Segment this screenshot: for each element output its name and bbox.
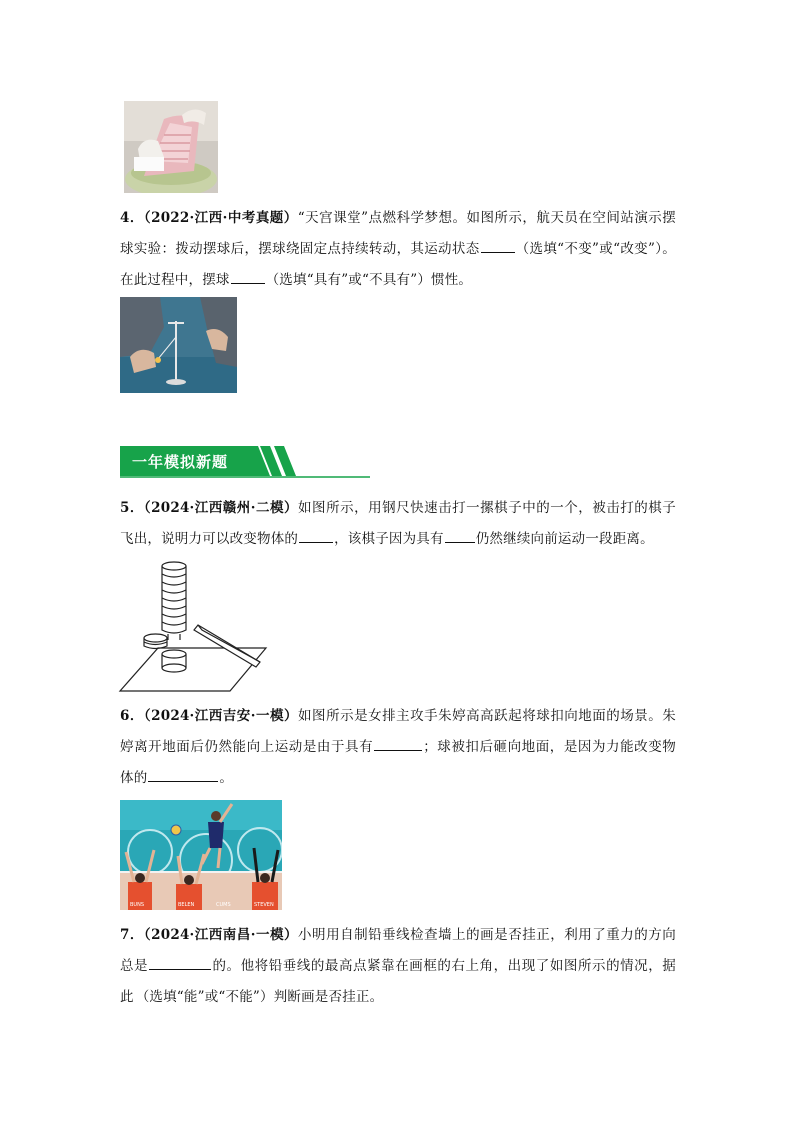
jersey-label: STEVEN bbox=[254, 902, 274, 908]
question-text: 仍然继续向前运动一段距离。 bbox=[475, 531, 654, 547]
question-number: 5 bbox=[120, 500, 130, 516]
jersey-label: BUNS bbox=[130, 902, 145, 908]
question-text: ，该棋子因为具有 bbox=[334, 531, 444, 547]
question-text: （选填“能”或“不能”）判断画是否挂正。 bbox=[135, 989, 384, 1005]
washboard-photo bbox=[124, 101, 218, 193]
volleyball-photo bbox=[120, 800, 282, 910]
question-source: （2024·江西赣州·二模） bbox=[143, 500, 299, 516]
question-number: 6 bbox=[120, 708, 130, 724]
question-source: （2024·江西南昌·一模） bbox=[143, 927, 299, 943]
question-text: 小明用自制铅垂线检查墙上的画是否挂正，利用了重力的方向总是 bbox=[120, 927, 676, 974]
question-text: 的。他将铅垂线的最高点紧靠在画框的右上角，出现了如图所示的情况，据此 bbox=[120, 958, 676, 1005]
section-banner-title: 一年模拟新题 bbox=[132, 453, 229, 471]
question-text: （选填“具有”或“不具有”）惯性。 bbox=[265, 272, 473, 288]
question-source: （2024·江西吉安·一模） bbox=[143, 708, 299, 724]
question-text: （选填“不变”或“改变”）。在此过程中，摆球 bbox=[120, 241, 677, 288]
answer-blank[interactable] bbox=[299, 528, 333, 543]
question-number: 4 bbox=[120, 210, 130, 226]
question-text: 。 bbox=[219, 770, 234, 786]
question-text: ；球被扣后砸向地面，是因为力能改变物体的 bbox=[120, 739, 676, 786]
answer-blank[interactable] bbox=[148, 767, 218, 782]
question-source: （2022·江西·中考真题） bbox=[143, 210, 298, 226]
chess-stack-diagram bbox=[118, 558, 268, 694]
pendulum-photo bbox=[120, 297, 237, 393]
answer-blank[interactable] bbox=[481, 238, 515, 253]
jersey-label: CUMS bbox=[216, 902, 231, 908]
answer-blank[interactable] bbox=[445, 528, 475, 543]
question-4: 4．（2022·江西·中考真题）“天宫课堂”点燃科学梦想。如图所示，航天员在空间站演示摆球实验：拨动摆球后，摆球绕固定点持续转动，其运动状态 （选填“不变”或“改变”）。在此过程中，摆球 （选填“具有”或“不具有”）惯性。 bbox=[120, 210, 677, 288]
question-6: 6．（2024·江西吉安·一模）如图所示是女排主攻手朱婷高高跃起将球扣向地面的场景。朱婷离开地面后仍然能向上运动是由于具有 ；球被扣后砸向地面，是因为力能改变物体的 。 bbox=[120, 708, 676, 786]
question-text: 如图所示是女排主攻手朱婷高高跃起将球扣向地面的场景。朱婷离开地面后仍然能向上运动是由于具有 bbox=[120, 708, 676, 755]
question-text: 如图所示，用钢尺快速击打一摞棋子中的一个，被击打的棋子飞出，说明力可以改变物体的 bbox=[120, 500, 676, 547]
question-text: “天宫课堂”点燃科学梦想。如图所示，航天员在空间站演示摆球实验：拨动摆球后，摆球绕固定点持续转动，其运动状态 bbox=[120, 210, 676, 257]
answer-blank[interactable] bbox=[149, 955, 211, 970]
question-7: 7．（2024·江西南昌·一模）小明用自制铅垂线检查墙上的画是否挂正，利用了重力的方向总是 的。他将铅垂线的最高点紧靠在画框的右上角，出现了如图所示的情况，据此 （选填“能”或“不能”）判断画是否挂正。 bbox=[120, 927, 676, 1005]
section-banner bbox=[120, 444, 370, 478]
jersey-label: BELEN bbox=[178, 902, 195, 908]
answer-blank[interactable] bbox=[374, 736, 422, 751]
question-number: 7 bbox=[120, 927, 130, 943]
answer-blank[interactable] bbox=[231, 269, 265, 284]
question-5: 5．（2024·江西赣州·二模）如图所示，用钢尺快速击打一摞棋子中的一个，被击打的棋子飞出，说明力可以改变物体的 ，该棋子因为具有 仍然继续向前运动一段距离。 bbox=[120, 500, 676, 547]
